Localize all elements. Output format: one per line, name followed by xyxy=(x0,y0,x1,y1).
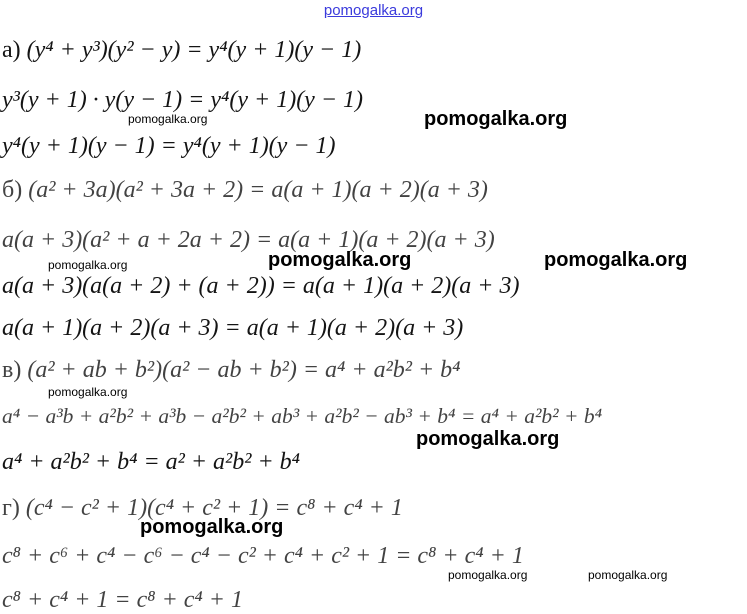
watermark: pomogalka.org xyxy=(448,568,528,582)
equation-g2: c⁸ + c⁶ + c⁴ − c⁶ − c⁴ − c² + c⁴ + c² + 1 = c⁸ + c⁴ + 1 xyxy=(2,543,524,569)
site-link[interactable]: pomogalka.org xyxy=(323,2,424,19)
watermark: pomogalka.org xyxy=(268,249,412,271)
math-line-v3 xyxy=(2,448,300,476)
equation-b1: (a² + 3a)(a² + 3a + 2) = a(a + 1)(a + 2)(a + 3) xyxy=(28,177,488,203)
watermark: pomogalka.org xyxy=(416,428,560,450)
watermark: pomogalka.org xyxy=(140,516,284,538)
equation-b3: a(a + 3)(a(a + 2) + (a + 2)) = a(a + 1)(a + 2)(a + 3) xyxy=(2,273,520,299)
math-line-g3 xyxy=(2,586,243,614)
equation-v1: (a² + ab + b²)(a² − ab + b²) = a⁴ + a²b² + b⁴ xyxy=(27,357,461,383)
item-label-v: в) xyxy=(2,357,22,383)
math-line-v1 xyxy=(2,356,461,384)
math-line-a1 xyxy=(2,36,361,64)
math-line-g2 xyxy=(2,542,524,570)
math-line-v2 xyxy=(2,402,602,430)
item-label-b: б) xyxy=(2,177,23,203)
equation-b4: a(a + 1)(a + 2)(a + 3) = a(a + 1)(a + 2)(a + 3) xyxy=(2,315,464,341)
watermark: pomogalka.org xyxy=(588,568,668,582)
watermark: pomogalka.org xyxy=(424,108,568,130)
watermark: pomogalka.org xyxy=(48,258,128,272)
equation-g1: (c⁴ − c² + 1)(c⁴ + c² + 1) = c⁸ + c⁴ + 1 xyxy=(25,495,403,521)
math-line-a3 xyxy=(2,132,336,160)
math-line-a2 xyxy=(2,86,363,114)
math-line-b2 xyxy=(2,226,495,254)
watermark: pomogalka.org xyxy=(544,249,688,271)
equation-a2: y³(y + 1) · y(y − 1) = y⁴(y + 1)(y − 1) xyxy=(2,87,364,113)
equation-v3: a⁴ + a²b² + b⁴ = a² + a²b² + b⁴ xyxy=(2,449,300,475)
equation-b2: a(a + 3)(a² + a + 2a + 2) = a(a + 1)(a + 2)(a + 3) xyxy=(2,227,495,253)
watermark: pomogalka.org xyxy=(128,112,208,126)
watermark: pomogalka.org xyxy=(48,385,128,399)
equation-v2: a⁴ − a³b + a²b² + a³b − a²b² + ab³ + a²b² − ab³ + b⁴ = a⁴ + a²b² + b⁴ xyxy=(2,404,603,428)
math-line-b1 xyxy=(2,176,488,204)
equation-g3: c⁸ + c⁴ + 1 = c⁸ + c⁴ + 1 xyxy=(2,587,243,613)
item-label-g: г) xyxy=(2,495,20,521)
equation-a1: (y⁴ + y³)(y² − y) = y⁴(y + 1)(y − 1) xyxy=(26,37,362,63)
item-label-a: а) xyxy=(2,37,21,63)
equation-a3: y⁴(y + 1)(y − 1) = y⁴(y + 1)(y − 1) xyxy=(2,133,336,159)
math-line-b3 xyxy=(2,272,519,300)
math-line-b4 xyxy=(2,314,463,342)
